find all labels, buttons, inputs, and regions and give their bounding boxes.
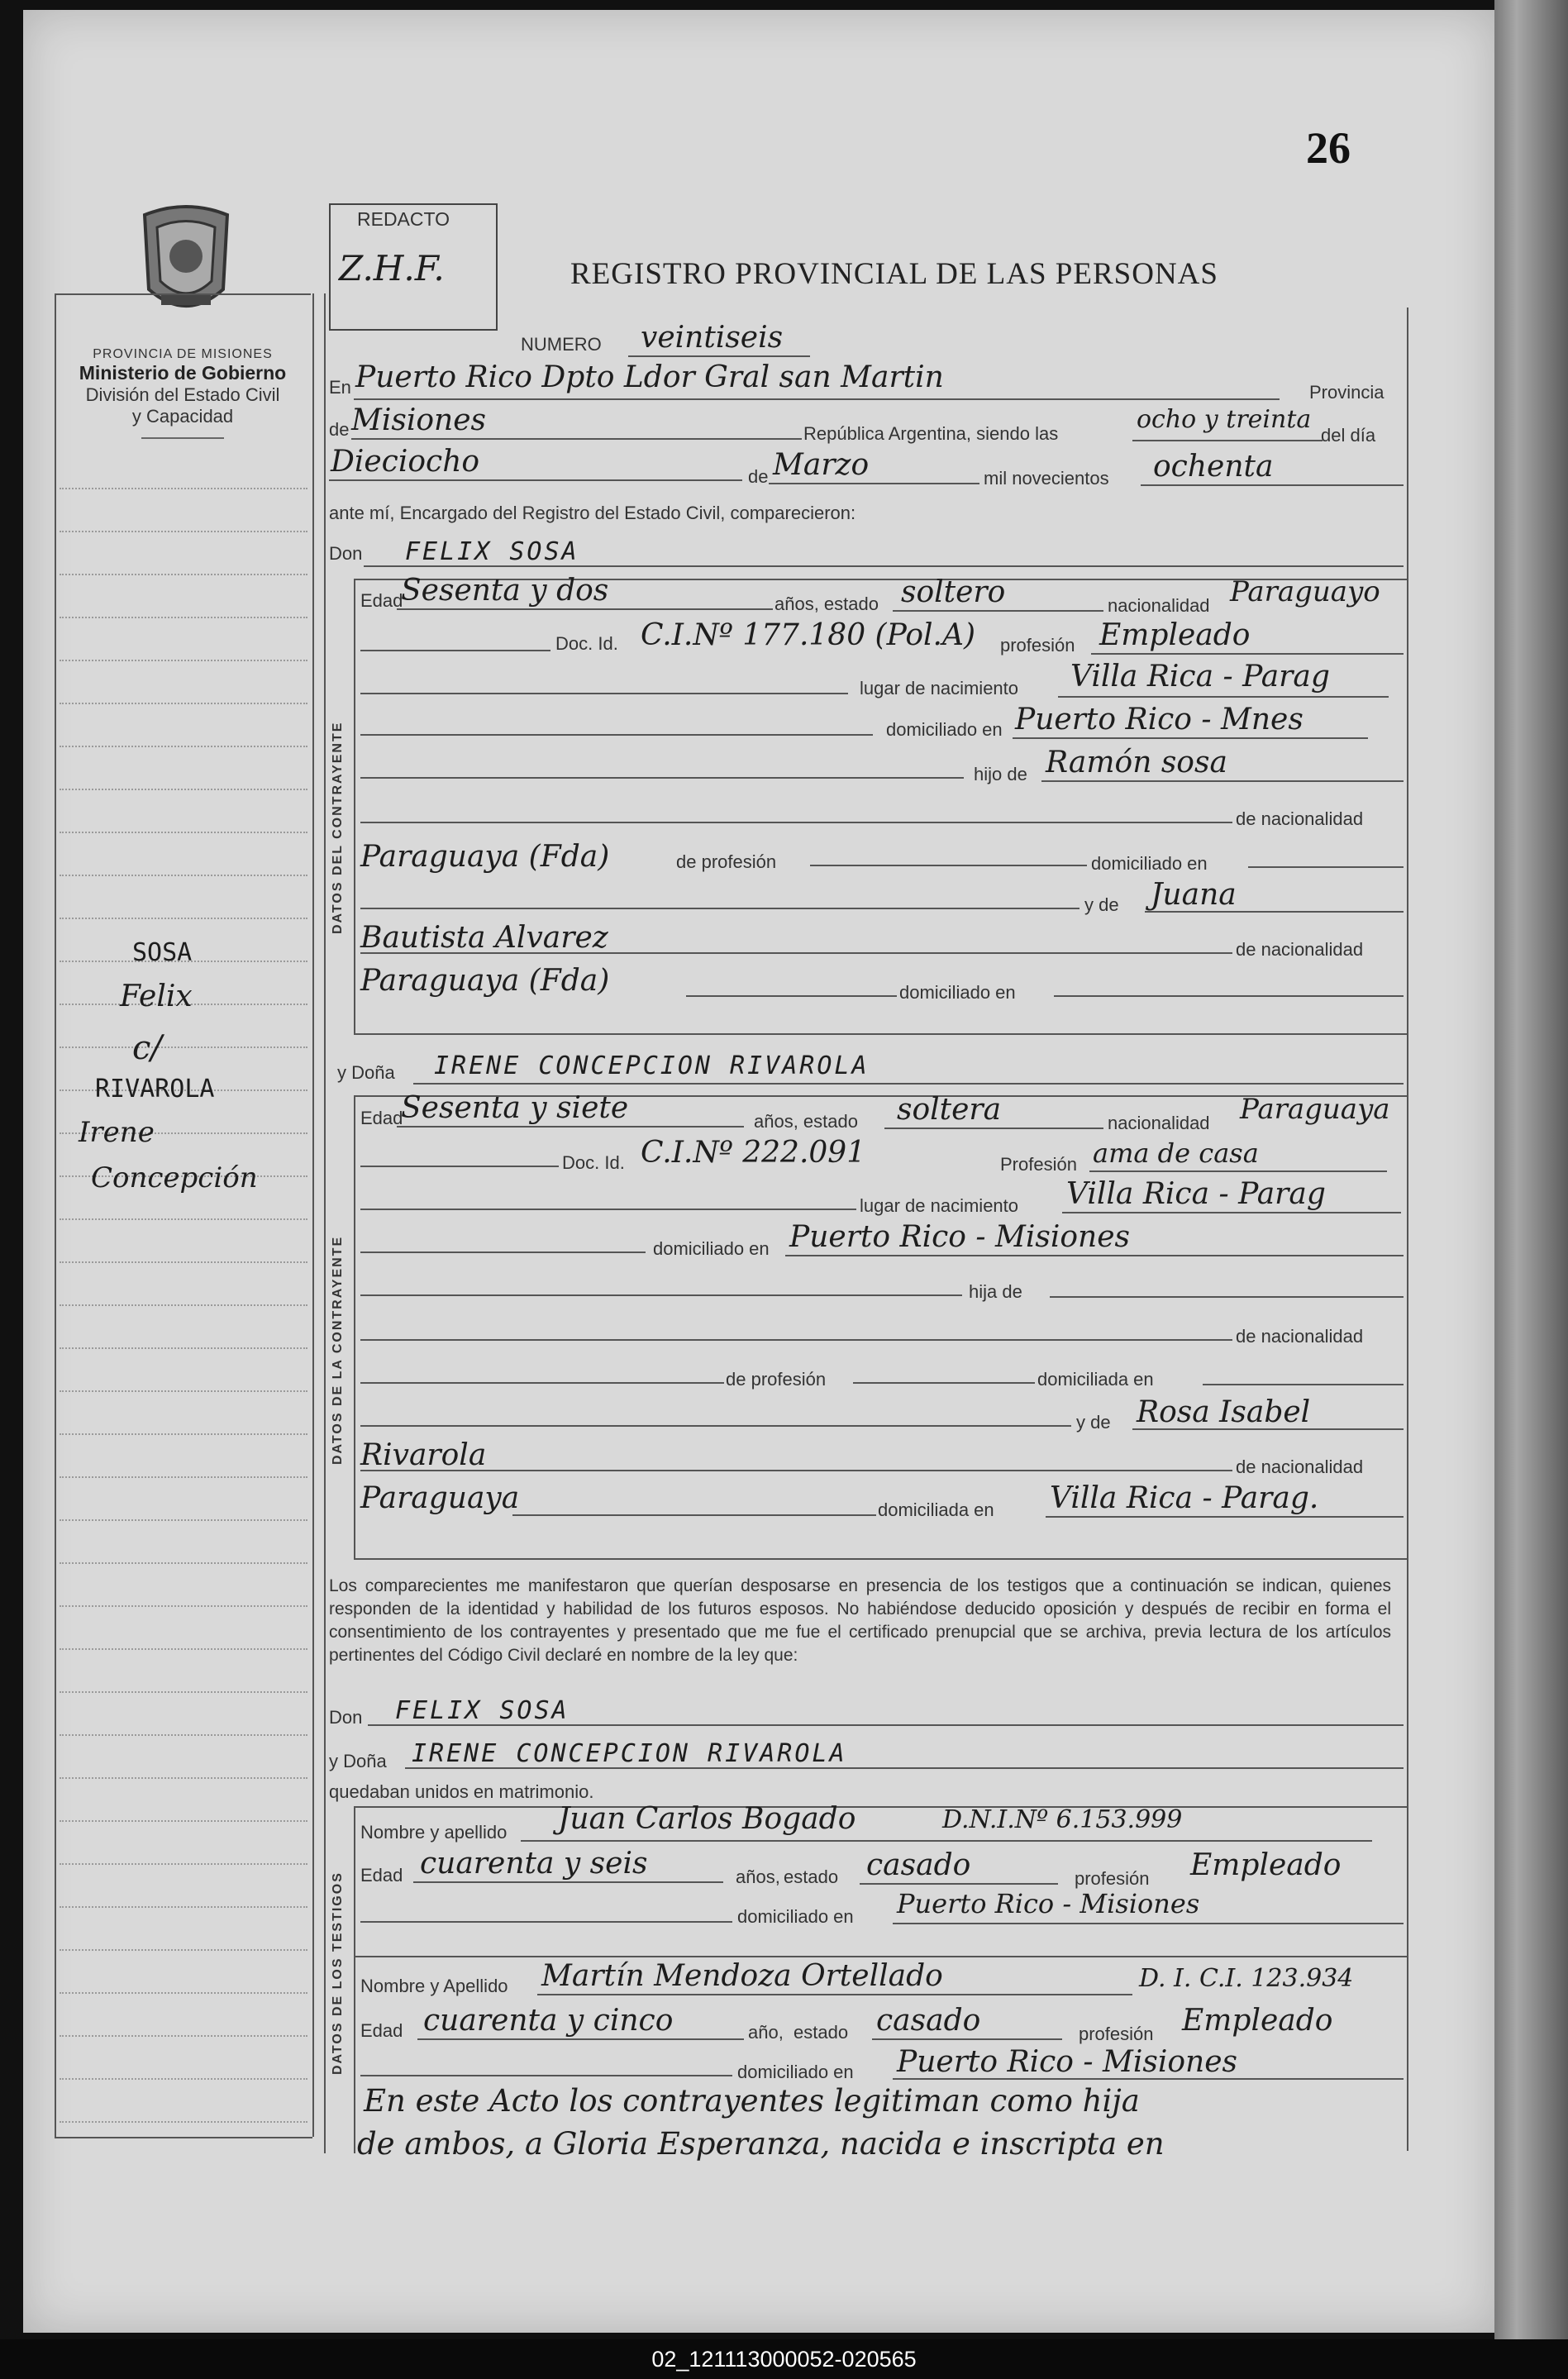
declaration-paragraph: Los comparecientes me manifestaron que querían desposarse en presencia de los testigos que a continuación se indican, quienes responden de la identidad y habilidad de los futuros esposos. No habiéndose deducido oposición y después de recibir en forma el consentimiento de los contrayentes y presentado que me fue el certificado prenupcial que se archiva, previa lectura de los artículos pertinentes del Código Civil declaré en nombre de la ley que: bbox=[329, 1576, 1391, 1665]
bride-lugar-rule-b bbox=[1062, 1212, 1401, 1213]
margin-ruled-line bbox=[60, 2078, 307, 2080]
hora-value: ocho y treinta bbox=[1137, 405, 1312, 434]
ministry-divider bbox=[141, 437, 224, 439]
bride-box-bottom bbox=[354, 1558, 1407, 1560]
groom-box-bottom bbox=[354, 1033, 1407, 1035]
w1-nombre-rule bbox=[521, 1840, 1372, 1842]
margin-ruled-line bbox=[60, 1218, 307, 1220]
bride-estado-rule bbox=[884, 1128, 1103, 1129]
groom-hijo-rule-b bbox=[1041, 780, 1404, 782]
margin-ruled-line bbox=[60, 1691, 307, 1693]
margin-ruled-line bbox=[60, 1863, 307, 1865]
groom-lugar-rule-a bbox=[360, 693, 848, 694]
bride-de-nac-label: de nacionalidad bbox=[1236, 1326, 1364, 1347]
margin-ruled-line bbox=[60, 789, 307, 790]
note-line-2: de ambos, a Gloria Esperanza, nacida e inscripta en bbox=[357, 2126, 1165, 2162]
numero-rule bbox=[628, 355, 810, 357]
groom-nacionalidad-label: nacionalidad bbox=[1108, 595, 1210, 616]
margin-ruled-line bbox=[60, 1648, 307, 1650]
groom-nac-rule bbox=[360, 822, 1232, 823]
margin-ruled-line bbox=[60, 875, 307, 876]
page-title: REGISTRO PROVINCIAL DE LAS PERSONAS bbox=[570, 257, 1218, 291]
margin-note-name1: Felix bbox=[120, 980, 193, 1013]
groom-madre-rule bbox=[1145, 911, 1404, 913]
redacto-initials: Z.H.F. bbox=[339, 248, 445, 288]
w2-nombre-rule bbox=[537, 1994, 1132, 1995]
bride-madre-rule bbox=[1132, 1428, 1404, 1430]
groom-profesion-label: profesión bbox=[1000, 635, 1075, 656]
bride-madre-value: Rosa Isabel bbox=[1137, 1395, 1311, 1429]
margin-ruled-line bbox=[60, 660, 307, 661]
groom-dom-rule-b bbox=[1013, 737, 1368, 739]
ministry-block bbox=[55, 347, 311, 439]
ministry-division: División del Estado Civil bbox=[85, 384, 280, 405]
groom-edad-value: Sesenta y dos bbox=[401, 574, 609, 608]
provincial-seal-icon bbox=[132, 198, 240, 322]
margin-ruled-line bbox=[60, 1992, 307, 1994]
decl-don-value: FELIX SOSA bbox=[395, 1696, 570, 1725]
groom-padre-dom-rule bbox=[1248, 866, 1404, 868]
w1-dom-rule-b bbox=[893, 1923, 1404, 1924]
bride-padre-dom-label: domiciliada en bbox=[1037, 1369, 1154, 1390]
groom-madre-nac-rule bbox=[360, 952, 1232, 954]
main-right-rule bbox=[1407, 308, 1408, 2151]
margin-ruled-line bbox=[60, 1390, 307, 1392]
margin-ruled-line bbox=[60, 488, 307, 489]
groom-dom-label: domiciliado en bbox=[886, 719, 1003, 740]
w2-profesion-label: profesión bbox=[1079, 2024, 1154, 2044]
margin-ruled-line bbox=[60, 1261, 307, 1263]
margin-ruled-line bbox=[60, 1605, 307, 1607]
witness-divider bbox=[354, 1956, 1407, 1957]
bride-box-left bbox=[354, 1095, 355, 1558]
dia-value: Dieciocho bbox=[331, 445, 480, 479]
margin-ruled-line bbox=[60, 1820, 307, 1822]
anio-value: ochenta bbox=[1153, 450, 1274, 484]
decl-don-label: Don bbox=[329, 1707, 363, 1728]
bride-de-profesion-label: de profesión bbox=[726, 1369, 827, 1390]
witness-box-top bbox=[354, 1806, 1407, 1808]
groom-y-de-label: y de bbox=[1084, 894, 1119, 915]
bride-y-de-label: y de bbox=[1076, 1412, 1111, 1433]
margin-bottom-rule bbox=[55, 2137, 312, 2138]
margin-ruled-line bbox=[60, 1562, 307, 1564]
decl-dona-value: IRENE CONCEPCION RIVAROLA bbox=[412, 1739, 847, 1768]
bride-doc-rule-a bbox=[360, 1166, 559, 1167]
groom-madre-de-nac-label: de nacionalidad bbox=[1236, 939, 1364, 960]
margin-note-surname2: RIVAROLA bbox=[95, 1075, 215, 1104]
margin-ruled-line bbox=[60, 1476, 307, 1478]
numero-label: NUMERO bbox=[521, 334, 602, 355]
witness-section-label: DATOS DE LOS TESTIGOS bbox=[331, 1871, 345, 2075]
bride-nacionalidad-value: Paraguaya bbox=[1240, 1093, 1390, 1126]
w1-nombre-label: Nombre y apellido bbox=[360, 1822, 508, 1843]
quedaban-text: quedaban unidos en matrimonio. bbox=[329, 1781, 594, 1802]
groom-box-left bbox=[354, 579, 355, 1033]
margin-left-rule bbox=[55, 293, 56, 2137]
w2-estado-label: estado bbox=[794, 2022, 849, 2043]
provincia-value: Misiones bbox=[351, 403, 487, 437]
w2-dom-rule-b bbox=[893, 2078, 1404, 2080]
bride-dom-label: domiciliado en bbox=[653, 1238, 770, 1259]
hora-rule bbox=[1132, 440, 1323, 441]
mes-rule bbox=[769, 483, 979, 484]
w1-estado-rule bbox=[860, 1883, 1058, 1885]
bride-prof-rule-a bbox=[360, 1382, 724, 1384]
margin-ruled-line bbox=[60, 1734, 307, 1736]
w2-nombre-label: Nombre y Apellido bbox=[360, 1976, 508, 1996]
margin-ruled-line bbox=[60, 1949, 307, 1951]
bride-estado-value: soltera bbox=[897, 1093, 1002, 1127]
bride-madre-de-nac-label: de nacionalidad bbox=[1236, 1456, 1364, 1477]
bride-edad-rule bbox=[397, 1126, 744, 1128]
margin-ruled-line bbox=[60, 2121, 307, 2123]
w1-estado-value: casado bbox=[866, 1848, 971, 1882]
bride-padre-dom-rule bbox=[1203, 1384, 1404, 1385]
en-label: En bbox=[329, 377, 351, 398]
groom-section-label: DATOS DEL CONTRAYENTE bbox=[331, 721, 345, 934]
groom-lugar-rule-b bbox=[1058, 696, 1389, 698]
groom-madre-dom-rule-a bbox=[686, 995, 897, 997]
margin-ruled-line bbox=[60, 574, 307, 575]
groom-doc-value: C.I.Nº 177.180 (Pol.A) bbox=[641, 618, 976, 652]
groom-estado-value: soltero bbox=[901, 575, 1006, 609]
ministry-capacity: y Capacidad bbox=[131, 406, 234, 427]
margin-ruled-line bbox=[60, 1777, 307, 1779]
w1-edad-value: cuarenta y seis bbox=[420, 1847, 648, 1881]
w2-edad-rule bbox=[417, 2038, 744, 2040]
main-left-rule bbox=[324, 293, 326, 2153]
bride-name: IRENE CONCEPCION RIVAROLA bbox=[434, 1051, 870, 1080]
provincia-rule bbox=[351, 438, 802, 440]
groom-madre-value: Juana bbox=[1151, 878, 1237, 912]
margin-ruled-line bbox=[60, 2035, 307, 2037]
bride-madre-dom-rule-b bbox=[1046, 1516, 1404, 1518]
margin-ruled-line bbox=[60, 617, 307, 618]
bride-profesion-label: Profesión bbox=[1000, 1154, 1077, 1175]
bride-madre-nac-value: Paraguaya bbox=[360, 1481, 520, 1515]
groom-prof-rule bbox=[810, 865, 1087, 866]
groom-padre-dom-label: domiciliado en bbox=[1091, 853, 1208, 874]
lugar-rule bbox=[354, 398, 1280, 400]
margin-ruled-line bbox=[60, 1347, 307, 1349]
groom-edad-label: Edad bbox=[360, 590, 403, 611]
bride-doc-value: C.I.Nº 222.091 bbox=[641, 1136, 866, 1170]
groom-de-nac-label: de nacionalidad bbox=[1236, 808, 1364, 829]
bride-prof-rule-b bbox=[853, 1382, 1035, 1384]
bride-name-rule bbox=[413, 1083, 1404, 1085]
margin-note-conj: c/ bbox=[132, 1029, 162, 1067]
groom-madre-apellido-value: Bautista Alvarez bbox=[360, 921, 608, 955]
groom-dom-rule-a bbox=[360, 734, 873, 736]
margin-ruled-line bbox=[60, 1519, 307, 1521]
w2-profesion-value: Empleado bbox=[1182, 2004, 1333, 2038]
groom-estado-rule bbox=[893, 610, 1103, 612]
republica-label: República Argentina, siendo las bbox=[803, 423, 1059, 444]
witness-box-left bbox=[354, 1806, 355, 2153]
decl-dona-label: y Doña bbox=[329, 1751, 387, 1771]
groom-de-profesion-label: de profesión bbox=[676, 851, 777, 872]
mil-novecientos-label: mil novecientos bbox=[984, 468, 1109, 489]
bride-madre-dom-label: domiciliada en bbox=[878, 1499, 994, 1520]
bride-nacionalidad-label: nacionalidad bbox=[1108, 1113, 1210, 1133]
note-line-1: En este Acto los contrayentes legitiman como hija bbox=[364, 2083, 1140, 2119]
w1-dom-rule-a bbox=[360, 1921, 732, 1923]
bride-dom-rule-b bbox=[785, 1255, 1404, 1256]
w2-estado-rule bbox=[872, 2038, 1062, 2040]
groom-padre-nac-value: Paraguaya (Fda) bbox=[360, 840, 610, 874]
groom-name-rule bbox=[364, 565, 1404, 567]
margin-note-name2: Irene bbox=[79, 1116, 155, 1149]
w2-estado-value: casado bbox=[876, 2004, 981, 2038]
margin-note-name3: Concepción bbox=[91, 1161, 258, 1194]
bride-madre-dom-rule-a bbox=[512, 1514, 876, 1516]
groom-hijo-label: hijo de bbox=[974, 764, 1027, 784]
redacto-label: REDACTO bbox=[357, 208, 450, 230]
bride-hija-rule-a bbox=[360, 1294, 962, 1296]
w2-ano-label: año, bbox=[748, 2022, 784, 2043]
ministry-province: PROVINCIA DE MISIONES bbox=[93, 347, 273, 361]
bride-anos-label: años, estado bbox=[754, 1111, 858, 1132]
ministry-name: Ministerio de Gobierno bbox=[79, 362, 287, 384]
margin-ruled-line bbox=[60, 1046, 307, 1048]
decl-dona-rule bbox=[405, 1767, 1404, 1769]
bride-profesion-value: ama de casa bbox=[1093, 1137, 1259, 1169]
lugar-value: Puerto Rico Dpto Ldor Gral san Martin bbox=[355, 360, 944, 394]
bride-nac-rule bbox=[360, 1339, 1232, 1341]
margin-ruled-line bbox=[60, 746, 307, 747]
mes-value: Marzo bbox=[773, 448, 870, 482]
bride-yde-rule bbox=[360, 1425, 1071, 1427]
w1-dom-value: Puerto Rico - Misiones bbox=[897, 1888, 1200, 1919]
bride-madre-dom-value: Villa Rica - Parag. bbox=[1050, 1481, 1319, 1515]
w2-dom-rule-a bbox=[360, 2075, 732, 2076]
w2-edad-value: cuarenta y cinco bbox=[423, 2004, 674, 2038]
bride-lugar-rule-a bbox=[360, 1209, 856, 1210]
bride-profesion-rule bbox=[1089, 1170, 1387, 1172]
margin-ruled-line bbox=[60, 1906, 307, 1908]
w1-dom-label: domiciliado en bbox=[737, 1906, 854, 1927]
bride-dom-value: Puerto Rico - Misiones bbox=[789, 1220, 1131, 1254]
de-mes-label: de bbox=[748, 466, 769, 487]
groom-madre-dom-rule-b bbox=[1054, 995, 1404, 997]
decl-don-rule bbox=[368, 1724, 1404, 1726]
bride-lugar-label: lugar de nacimiento bbox=[860, 1195, 1019, 1216]
bride-edad-value: Sesenta y siete bbox=[401, 1091, 629, 1125]
groom-yde-rule bbox=[360, 908, 1079, 909]
del-dia-label: del día bbox=[1321, 425, 1376, 446]
w1-anos-label: años, bbox=[736, 1866, 780, 1887]
scan-footer: 02_121113000052-020565 bbox=[0, 2339, 1568, 2379]
y-dona-label: y Doña bbox=[337, 1062, 395, 1083]
w2-doc-value: D. I. C.I. 123.934 bbox=[1139, 1964, 1354, 1993]
w1-estado-label: estado bbox=[784, 1866, 839, 1887]
margin-right-rule bbox=[312, 293, 314, 2137]
w1-nombre-value: Juan Carlos Bogado bbox=[558, 1802, 856, 1836]
bride-section-label: DATOS DE LA CONTRAYENTE bbox=[331, 1235, 345, 1465]
margin-ruled-line bbox=[60, 531, 307, 532]
bride-hija-label: hija de bbox=[969, 1281, 1022, 1302]
w2-dom-label: domiciliado en bbox=[737, 2062, 854, 2082]
groom-profesion-rule bbox=[1091, 653, 1404, 655]
bride-edad-label: Edad bbox=[360, 1108, 403, 1128]
book-edge bbox=[1494, 0, 1568, 2339]
page-number: 26 bbox=[1306, 123, 1351, 173]
w2-nombre-value: Martín Mendoza Ortellado bbox=[541, 1959, 943, 1993]
margin-ruled-line bbox=[60, 1304, 307, 1306]
groom-doc-rule-a bbox=[360, 650, 550, 651]
groom-edad-rule bbox=[397, 608, 773, 610]
w1-profesion-value: Empleado bbox=[1190, 1848, 1342, 1882]
groom-doc-label: Doc. Id. bbox=[555, 633, 618, 654]
margin-note-surname1: SOSA bbox=[132, 938, 193, 967]
groom-name: FELIX SOSA bbox=[405, 537, 579, 566]
dia-rule bbox=[329, 479, 742, 481]
ante-mi-text: ante mí, Encargado del Registro del Estado Civil, comparecieron: bbox=[329, 503, 856, 523]
don-label: Don bbox=[329, 543, 363, 564]
bride-madre-apellido-value: Rivarola bbox=[360, 1438, 487, 1472]
margin-ruled-line bbox=[60, 1433, 307, 1435]
w2-edad-label: Edad bbox=[360, 2020, 403, 2041]
bride-dom-rule-a bbox=[360, 1251, 646, 1253]
w2-dom-value: Puerto Rico - Misiones bbox=[897, 2045, 1238, 2079]
groom-lugar-value: Villa Rica - Parag bbox=[1070, 660, 1330, 694]
groom-madre-dom-label: domiciliado en bbox=[899, 982, 1016, 1003]
anio-rule bbox=[1141, 484, 1404, 486]
w1-doc-value: D.N.I.Nº 6.153.999 bbox=[942, 1805, 1183, 1834]
margin-ruled-line bbox=[60, 918, 307, 919]
margin-top-rule bbox=[55, 293, 311, 295]
groom-dom-value: Puerto Rico - Mnes bbox=[1015, 703, 1303, 737]
groom-nacionalidad-value: Paraguayo bbox=[1230, 575, 1380, 608]
margin-ruled-line bbox=[60, 832, 307, 833]
numero-value: veintiseis bbox=[641, 321, 784, 355]
bride-madre-nac-rule bbox=[360, 1470, 1232, 1471]
w1-edad-label: Edad bbox=[360, 1865, 403, 1886]
w1-edad-rule bbox=[413, 1881, 723, 1883]
groom-hijo-rule-a bbox=[360, 777, 964, 779]
groom-padre-value: Ramón sosa bbox=[1046, 746, 1227, 779]
bride-hija-rule-b bbox=[1050, 1296, 1404, 1298]
bride-doc-label: Doc. Id. bbox=[562, 1152, 625, 1173]
provincia-label: Provincia bbox=[1309, 382, 1385, 403]
groom-lugar-label: lugar de nacimiento bbox=[860, 678, 1019, 698]
w1-profesion-label: profesión bbox=[1075, 1868, 1150, 1889]
bride-lugar-value: Villa Rica - Parag bbox=[1066, 1177, 1326, 1211]
de-label: de bbox=[329, 419, 350, 440]
groom-profesion-value: Empleado bbox=[1099, 618, 1251, 652]
groom-anos-label: años, estado bbox=[774, 594, 879, 614]
margin-ruled-line bbox=[60, 703, 307, 704]
groom-madre-nac-value: Paraguaya (Fda) bbox=[360, 964, 610, 998]
